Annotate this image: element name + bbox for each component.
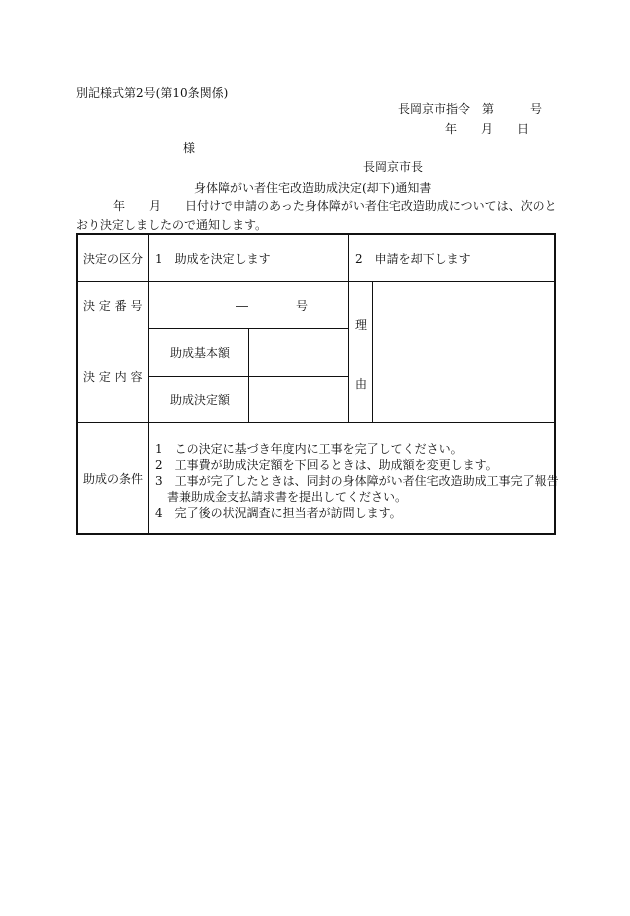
decided-amount-label: 助成決定額 bbox=[170, 393, 231, 407]
reason-label-char-2: 由 bbox=[355, 377, 368, 391]
condition-item: 2 工事費が助成決定額を下回るときは、助成額を変更します。 bbox=[155, 458, 498, 472]
row-divider bbox=[78, 422, 554, 423]
decision-table bbox=[76, 233, 559, 535]
decision-number-value: ― 号 bbox=[236, 299, 309, 313]
conditions-label: 助成の条件 bbox=[83, 472, 144, 486]
column-divider bbox=[348, 235, 349, 423]
issue-date: 年 月 日 bbox=[445, 122, 530, 136]
decision-content-label: 決 定 内 容 bbox=[83, 370, 143, 384]
body-line-2: おり決定しましたので通知します。 bbox=[76, 218, 268, 232]
decision-number-label: 決 定 番 号 bbox=[83, 299, 143, 313]
condition-item: 4 完了後の状況調査に担当者が訪問します。 bbox=[155, 506, 402, 520]
option-approve: 1 助成を決定します bbox=[155, 252, 271, 266]
body-line-1: 年 月 日付けで申請のあった身体障がい者住宅改造助成については、次のと bbox=[113, 199, 557, 213]
issuer-name: 長岡京市長 bbox=[363, 160, 424, 174]
condition-item: 書兼助成金支払請求書を提出してください。 bbox=[155, 490, 408, 504]
condition-item: 1 この決定に基づき年度内に工事を完了してください。 bbox=[155, 442, 463, 456]
option-reject: 2 申請を却下します bbox=[355, 252, 471, 266]
category-label: 決定の区分 bbox=[83, 252, 144, 266]
issuer-reference: 長岡京市指令 第 号 bbox=[398, 102, 543, 116]
row-divider bbox=[78, 281, 554, 282]
column-divider bbox=[248, 329, 249, 423]
base-amount-label: 助成基本額 bbox=[170, 346, 231, 360]
reason-label-char-1: 理 bbox=[355, 318, 368, 332]
addressee: 様 bbox=[183, 141, 196, 155]
document-title: 身体障がい者住宅改造助成決定(却下)通知書 bbox=[194, 181, 432, 195]
condition-item: 3 工事が完了したときは、同封の身体障がい者住宅改造助成工事完了報告 bbox=[155, 474, 559, 488]
form-label: 別記様式第2号(第10条関係) bbox=[76, 86, 229, 100]
column-divider bbox=[372, 281, 373, 423]
column-divider bbox=[148, 235, 149, 535]
